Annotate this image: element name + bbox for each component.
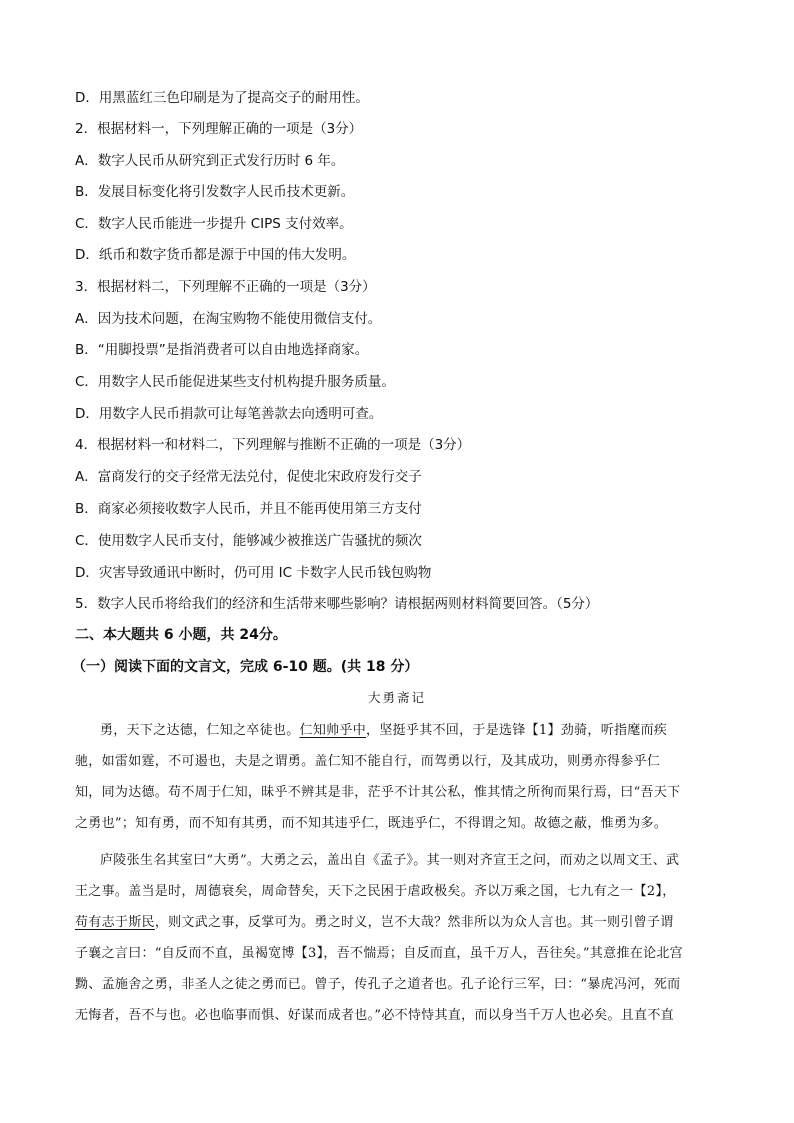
article-text: 勇，天下之达德，仁知之卒徒也。 [100,723,300,738]
article-text: ，坚挺乎其不回，于是选锋【1】劲骑，听指麾而疾 [366,723,668,738]
article-line: 知，同为达德。苟不周于仁知，昧乎不辨其是非，茫乎不计其公私，惟其情之所徇而果行焉，曰“吾天下 [75,785,681,800]
option-d-q4: D．灾害导致通讯中断时，仍可用 IC 卡数字人民币钱包购物 [75,565,432,581]
article-title: 大勇斋记 [367,690,426,705]
article-line: 庐陵张生名其室曰“大勇”。大勇之云，盖出自《孟子》。其一则对齐宣王之问，而劝之以周文王、武 [100,853,680,868]
section-title: 二、本大题共 6 小题，共 24分。 [75,627,287,643]
option-c-q2: C．数字人民币能进一步提升 CIPS 支付效率。 [75,216,353,232]
option-a-q4: A．富商发行的交子经常无法兑付，促使北宋政府发行交子 [75,469,422,485]
subsection-title: （一）阅读下面的文言文，完成 6-10 题。(共 18 分） [72,659,419,675]
article-line [100,719,667,738]
article-text: ，则文武之事，反掌可为。勇之时义，岂不大哉？然非所以为众人言也。其一则引曾子谓 [154,915,674,930]
question-3: 3．根据材料二，下列理解不正确的一项是（3分） [75,279,376,295]
option-b-q2: B．发展目标变化将引发数字人民币技术更新。 [75,184,355,200]
option-d-q1: D．用黑蓝红三色印刷是为了提高交子的耐用性。 [75,90,369,106]
article-line: 之勇也”；知有勇，而不知有其勇，而不知其违乎仁，既违乎仁，不得谓之知。故德之蔽，惟勇为多。 [75,816,668,831]
article-line: 子襄之言曰：“自反而不直，虽褐宽博【3】，吾不惴焉；自反而直，虽千万人，吾往矣。”其意推在论北宫 [75,946,683,961]
article-line: 王之事。盖当是时，周德衰矣，周命替矣，天下之民困于虐政极矣。齐以万乘之国，七九有之一【2】， [75,884,676,899]
option-c-q3: C．用数字人民币能促进某些支付机构提升服务质量。 [75,374,395,390]
underlined-phrase: 仁知帅乎中 [299,723,367,738]
question-4: 4．根据材料一和材料二，下列理解与推断不正确的一项是（3分） [75,437,471,453]
option-a-q3: A．因为技术问题，在淘宝购物不能使用微信支付。 [75,311,382,327]
question-5: 5．数字人民币将给我们的经济和生活带来哪些影响？请根据两则材料简要回答。（5分） [75,596,599,612]
option-b-q3: B．“用脚投票”是指消费者可以自由地选择商家。 [75,342,369,358]
article-line: 无悔者，吾不与也。必也临事而惧、好谋而成者也。”必不恃恃其直，而以身当千万人也必矣。且直不直 [75,1008,674,1023]
question-2: 2．根据材料一，下列理解正确的一项是（3分） [75,121,363,137]
option-a-q2: A．数字人民币从研究到正式发行历时 6 年。 [75,153,345,169]
option-c-q4: C．使用数字人民币支付，能够减少被推送广告骚扰的频次 [75,533,422,549]
article-line: 黝、孟施舍之勇，非圣人之徒之勇而已。曾子，传孔子之道者也。孔子论行三军，曰：“暴虎冯河，死而 [75,977,681,992]
option-d-q2: D．纸币和数字货币都是源于中国的伟大发明。 [75,247,356,263]
option-d-q3: D．用数字人民币捐款可让每笔善款去向透明可查。 [75,406,383,422]
option-b-q4: B．商家必须接收数字人民币，并且不能再使用第三方支付 [75,501,422,517]
article-line [75,911,674,930]
article-line: 驰，如雷如霆，不可遏也，夫是之谓勇。盖仁知不能自行，而驾勇以行，及其成功，则勇亦得参乎仁 [75,754,661,769]
underlined-phrase: 苟有志于斯民 [75,915,155,930]
